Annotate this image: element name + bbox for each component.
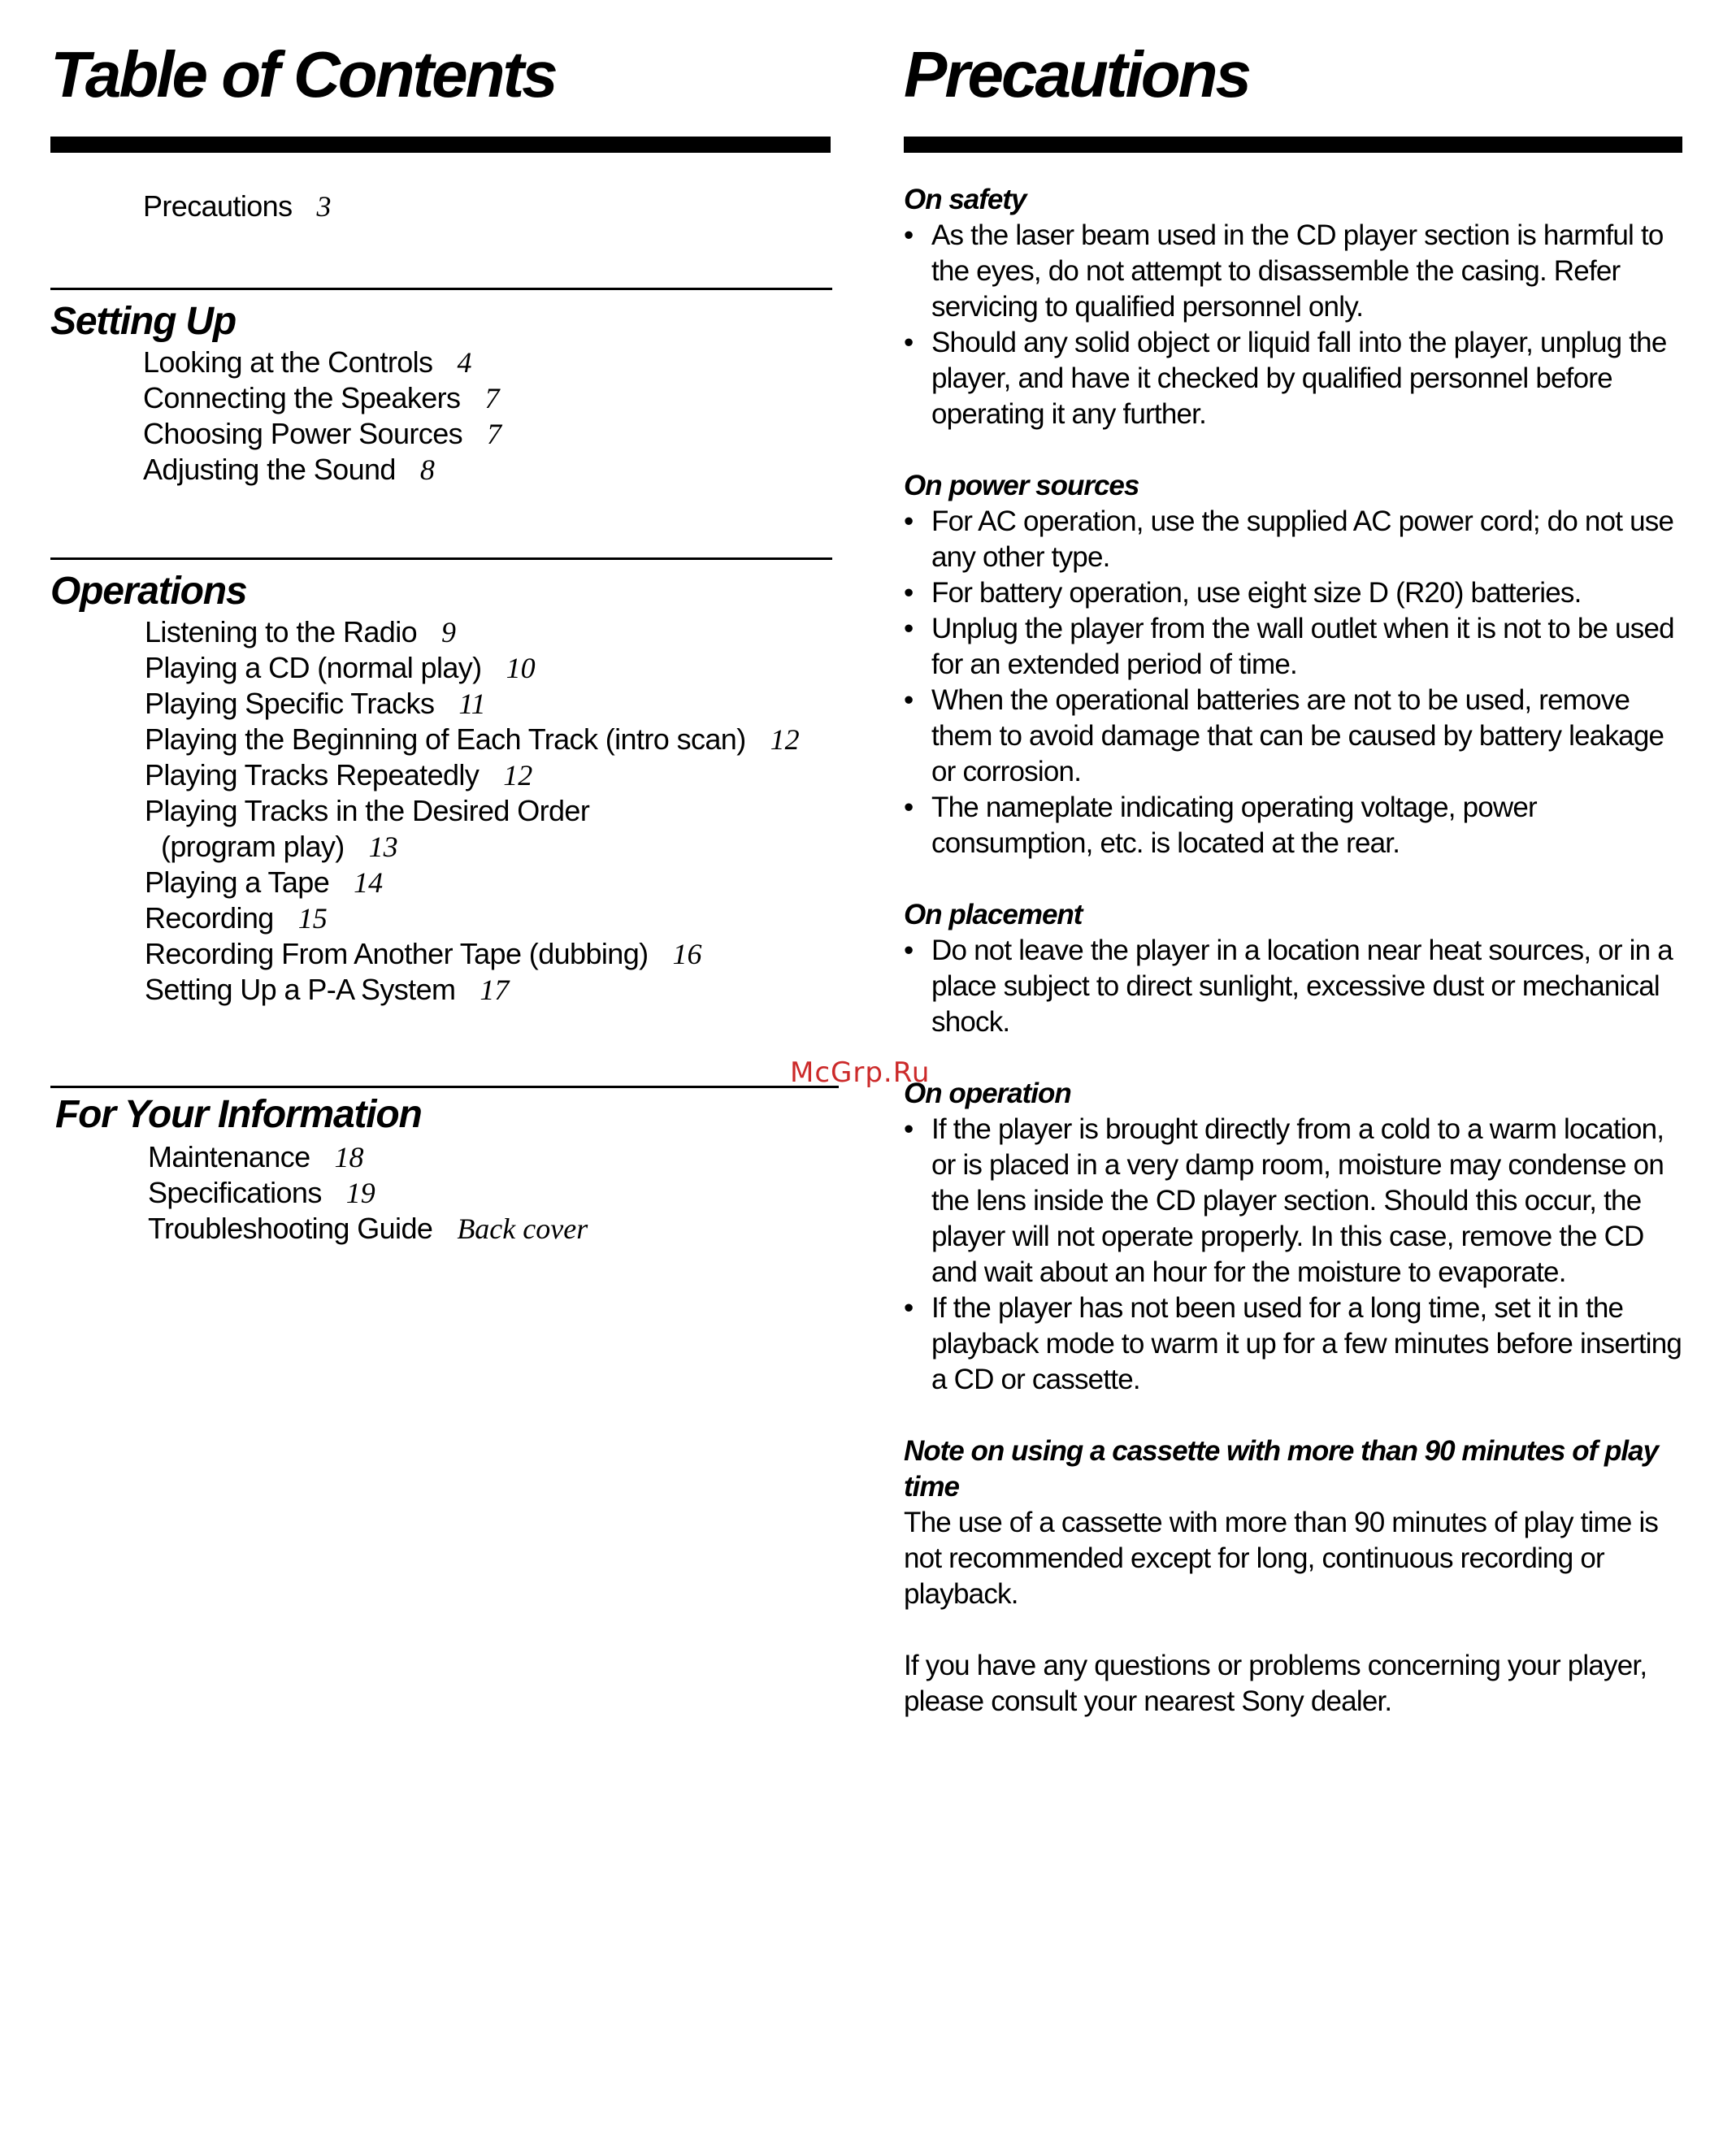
toc-entry[interactable] (148, 1139, 588, 1175)
toc-entry-page: 12 (503, 759, 533, 792)
toc-entry-page: 17 (480, 974, 510, 1006)
precaution-item: • The nameplate indicating operating voltage, power consumption, etc. is located at the rear. (904, 790, 1684, 861)
toc-entry-label: Listening to the Radio (145, 615, 418, 648)
toc-entry-label: Connecting the Speakers (143, 381, 461, 414)
section-title-setting-up: Setting Up (50, 300, 236, 343)
toc-entry-precautions[interactable] (143, 189, 332, 224)
precaution-item: • For battery operation, use eight size D (R20) batteries. (904, 575, 1684, 611)
toc-entry[interactable] (145, 650, 800, 686)
toc-entry-page: 16 (672, 938, 702, 970)
toc-entry[interactable] (145, 686, 800, 722)
toc-entry-label: Playing Specific Tracks (145, 687, 435, 720)
toc-entry-label: Adjusting the Sound (143, 453, 396, 486)
toc-entry[interactable] (145, 972, 800, 1008)
precaution-item: • As the laser beam used in the CD player section is harmful to the eyes, do not attempt to disassemble the casing. Refer servicing to qualified personnel only. (904, 218, 1684, 325)
precaution-heading: On safety (904, 184, 1026, 215)
toc-entry-label: Playing a Tape (145, 865, 330, 899)
toc-entry-page: 9 (441, 616, 457, 648)
toc-entry[interactable] (145, 865, 800, 900)
precaution-item: • For AC operation, use the supplied AC power cord; do not use any other type. (904, 504, 1684, 575)
toc-entry-label: Playing Tracks in the Desired Order (145, 794, 590, 827)
section-entries-for-your-information (148, 1139, 588, 1247)
toc-entry-page: 19 (345, 1177, 375, 1209)
precautions-title-bar (904, 137, 1682, 153)
watermark: McGrp.Ru (790, 1056, 931, 1089)
toc-entry-page: 18 (334, 1141, 364, 1173)
toc-entry-page: 8 (419, 453, 435, 486)
section-divider (50, 557, 832, 560)
toc-entry-page: 10 (506, 652, 536, 684)
cassette-note-text: The use of a cassette with more than 90 minutes of play time is not recommended except for long, continuous recording or playback. (904, 1507, 1659, 1610)
toc-entry-label: Recording (145, 901, 274, 935)
toc-entry-page: 4 (457, 346, 472, 379)
toc-entry-label: Specifications (148, 1176, 322, 1209)
precaution-heading: On operation (904, 1078, 1071, 1109)
section-entries-operations (145, 614, 800, 1008)
toc-entry[interactable] (145, 936, 800, 972)
toc-entry-label: Recording From Another Tape (dubbing) (145, 937, 649, 970)
toc-entry-label: Choosing Power Sources (143, 417, 463, 450)
precaution-section-operation (904, 1076, 1684, 1398)
precaution-item: • Do not leave the player in a location near heat sources, or in a place subject to direct sunlight, excessive dust or mechanical shock. (904, 933, 1684, 1040)
toc-entry[interactable] (145, 757, 800, 793)
toc-entry-page: 12 (770, 723, 800, 756)
toc-entry-label: Troubleshooting Guide (148, 1212, 433, 1245)
toc-entry-label: Playing the Beginning of Each Track (intro scan) (145, 722, 746, 756)
section-title-operations: Operations (50, 570, 247, 613)
precautions-title: Precautions (904, 38, 1249, 111)
closing-paragraph: If you have any questions or problems concerning your player, please consult your nearest Sony dealer. (904, 1650, 1647, 1717)
toc-entry-page: 13 (368, 831, 398, 863)
precaution-item: • If the player has not been used for a long time, set it in the playback mode to warm it up for a few minutes before inserting a CD or cassette. (904, 1290, 1684, 1398)
precaution-list (904, 933, 1684, 1040)
cassette-note-heading: Note on using a cassette with more than 90 minutes of play time (904, 1435, 1659, 1503)
section-entries-setting-up (143, 345, 501, 488)
toc-entry[interactable] (143, 416, 501, 452)
precaution-section-power-sources (904, 468, 1684, 861)
toc-entry-label: Playing a CD (normal play) (145, 651, 482, 684)
toc-entry-label: Playing Tracks Repeatedly (145, 758, 480, 792)
precaution-heading: On placement (904, 899, 1083, 930)
toc-entry[interactable] (143, 345, 501, 380)
toc-entry-page: 11 (458, 687, 486, 720)
precaution-item: • If the player is brought directly from a cold to a warm location, or is placed in a very damp room, moisture may condense on the lens inside the CD player section. Should this occur, the player will not operate properly. In this case, remove the CD and wait about an hour for the moisture to evaporate. (904, 1112, 1684, 1290)
toc-entry[interactable] (143, 452, 501, 488)
precautions-page (904, 37, 1684, 1717)
toc-entry-label: (program play) (161, 830, 345, 863)
precaution-section-safety (904, 182, 1684, 432)
toc-entry[interactable] (148, 1211, 588, 1247)
toc-entry-page: 7 (484, 382, 500, 414)
precaution-item: • Unplug the player from the wall outlet when it is not to be used for an extended period of time. (904, 611, 1684, 683)
toc-title: Table of Contents (50, 38, 556, 111)
toc-entry[interactable] (148, 1175, 588, 1211)
precaution-list (904, 504, 1684, 861)
precaution-heading: On power sources (904, 470, 1139, 501)
precautions-body (904, 182, 1684, 1755)
toc-entry[interactable] (143, 380, 501, 416)
precaution-item: • When the operational batteries are not to be used, remove them to avoid damage that can be caused by battery leakage or corrosion. (904, 683, 1684, 790)
toc-entry-label: Looking at the Controls (143, 345, 433, 379)
toc-entry[interactable] (145, 614, 800, 650)
toc-entry[interactable] (145, 722, 800, 757)
toc-entry-label: Setting Up a P-A System (145, 973, 456, 1006)
cassette-note (904, 1434, 1684, 1612)
precaution-section-placement (904, 897, 1684, 1040)
toc-entry[interactable] (145, 900, 800, 936)
section-divider (50, 1086, 839, 1088)
toc-entry-label: Precautions (143, 189, 293, 223)
precaution-item: • Should any solid object or liquid fall into the player, unplug the player, and have it checked by qualified personnel before operating it any further. (904, 325, 1684, 432)
toc-entry-page: 15 (297, 902, 328, 935)
toc-entry[interactable] (145, 793, 800, 829)
toc-entry[interactable] (145, 829, 800, 865)
precaution-list (904, 218, 1684, 432)
precaution-list (904, 1112, 1684, 1398)
toc-entry-page: 14 (354, 866, 384, 899)
toc-title-bar (50, 137, 831, 153)
toc-entry-page: Back cover (457, 1212, 588, 1245)
toc-entry-page: 7 (487, 418, 502, 450)
section-title-for-your-information: For Your Information (55, 1093, 422, 1136)
toc-entry-label: Maintenance (148, 1140, 310, 1173)
toc-entry-page: 3 (316, 190, 332, 223)
section-divider (50, 288, 832, 290)
table-of-contents (50, 37, 831, 1245)
